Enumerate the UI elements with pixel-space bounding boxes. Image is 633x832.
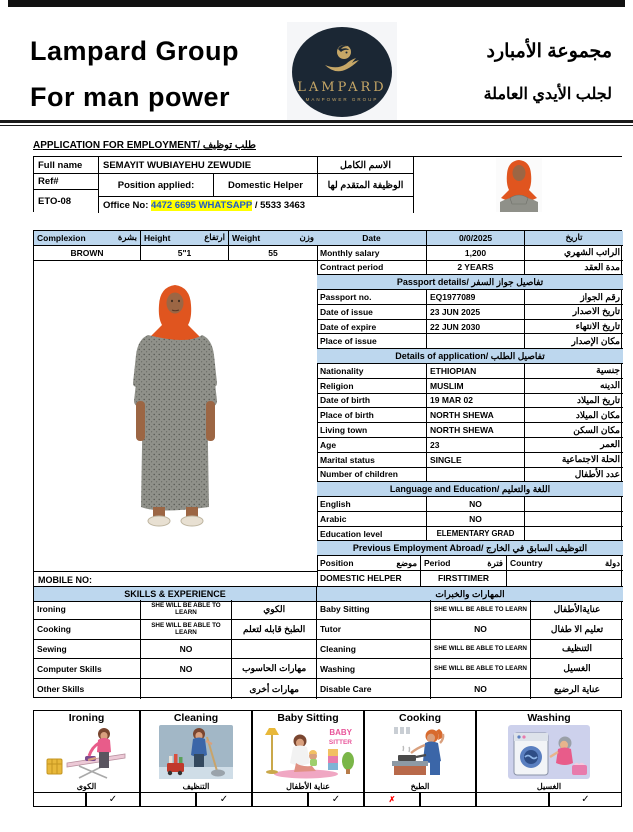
contract-period-row: Contract period 2 YEARS مدة العقد	[317, 261, 623, 276]
tutor-skill-row: Tutor NO تعليم الا طفال	[317, 620, 623, 640]
ironing-skill-row: Ironing SHE WILL BE ABLE TO LEARN الكوي	[34, 600, 316, 620]
number-of-children-row: Number of children عدد الأطفال	[317, 468, 623, 483]
skills-header-arabic: المهارات والخبرات	[317, 587, 623, 601]
applicant-info-table	[33, 156, 622, 212]
svg-text:BABY: BABY	[329, 728, 352, 737]
position-applied-value: Domestic Helper	[214, 174, 318, 197]
cooking-card: Cooking الطبخ	[364, 710, 476, 793]
skills-left-table	[34, 600, 317, 699]
sewing-skill-row: Sewing NO	[34, 640, 316, 660]
english-row: English NO	[317, 497, 623, 512]
brand-title-arabic-line2: لجلب الأيدي العاملة	[483, 86, 612, 103]
date-header-row	[317, 231, 623, 246]
cooking-check-right-cell	[420, 793, 476, 807]
logo-hand-face-icon	[321, 43, 363, 79]
marital-status-row: Marital status SINGLE الحلة الاجتماعية	[317, 453, 623, 468]
complexion-header: Complexion بشرة	[34, 231, 141, 245]
washing-check-cell	[549, 793, 622, 807]
age-row: Age 23 العمر	[317, 438, 623, 453]
ironing-check-cell	[86, 793, 140, 807]
cv-details-table	[33, 230, 622, 698]
ref-label: Ref#	[34, 174, 99, 190]
date-of-expire-row: Date of expire 22 JUN 2030 تاريخ الانتهاء	[317, 320, 623, 335]
living-town-row: Living town NORTH SHEWA مكان السكن	[317, 423, 623, 438]
section-title: APPLICATION FOR EMPLOYMENT/ طلب توظيف	[33, 140, 256, 151]
full-name-label-arabic: الاسم الكامل	[318, 157, 414, 174]
date-label-arabic: تاريخ	[525, 231, 623, 245]
brand-title-arabic-line1: مجموعة الأمبارد	[486, 41, 612, 62]
baby-sitting-skill-row: Baby Sitting SHE WILL BE ABLE TO LEARN عنايةالأطفال	[317, 600, 623, 620]
religion-row: Religion MUSLIM الدينه	[317, 379, 623, 394]
weight-value: 55	[268, 247, 278, 258]
physical-values-row	[34, 246, 317, 261]
office-whatsapp-number: 4472 6695 WHATSAPP	[151, 199, 253, 211]
full-body-photo-cell	[34, 261, 317, 573]
check-icon: ✓	[108, 794, 118, 805]
employment-country-value	[507, 571, 623, 586]
check-icon: ✓	[581, 794, 590, 805]
monthly-salary-row: Monthly salary 1,200 الراتب الشهري	[317, 246, 623, 261]
mobile-number-row	[34, 572, 317, 587]
other-skills-row: Other Skills مهارات أخرى	[34, 679, 316, 699]
check-icon: ✓	[331, 794, 341, 805]
cleaning-card: Cleaning التنظيف	[140, 710, 252, 793]
brand-title-line1: Lampard Group	[30, 36, 240, 66]
cleaning-illustration-icon	[159, 724, 233, 780]
country-column-header: Country دولة	[510, 557, 620, 569]
cleaning-skill-row: Cleaning SHE WILL BE ABLE TO LEARN التنظيف	[317, 640, 623, 660]
skills-right-table	[317, 600, 623, 699]
washing-skill-row: Washing SHE WILL BE ABLE TO LEARN الغسيل	[317, 659, 623, 679]
language-education-section-header: Language and Education/ اللغة والتعليم	[317, 482, 623, 497]
cooking-skill-row: Cooking SHE WILL BE ABLE TO LEARN الطبخ قابله لتعلم	[34, 620, 316, 640]
place-of-issue-row: Place of issue مكان الإصدار	[317, 334, 623, 349]
top-black-bar	[8, 0, 625, 7]
position-label-arabic: الوظيفة المتقدم لها	[318, 174, 414, 197]
disable-care-skill-row: Disable Care NO عناية الرضيع	[317, 679, 623, 699]
logo-subtitle: MANPOWER GROUP	[305, 96, 379, 102]
check-icon: ✓	[219, 794, 229, 805]
height-value: 5"1	[141, 246, 229, 260]
applicant-photo-box	[414, 157, 623, 213]
washing-check-left-cell	[476, 793, 549, 807]
passport-details-section-header: Passport details/ تفاصيل جواز السفر	[317, 275, 623, 290]
office-number-prefix: Office No:	[103, 199, 149, 211]
employment-values-row	[317, 571, 623, 586]
baby-sitting-check-left-cell	[252, 793, 308, 807]
date-value: 0/0/2025	[427, 231, 525, 245]
skills-header-english: SKILLS & EXPERIENCE	[34, 587, 317, 601]
logo-wordmark: LAMPARD	[297, 79, 387, 95]
mobile-number-label: MOBILE NO:	[38, 574, 92, 585]
ironing-illustration-icon	[41, 724, 133, 780]
complexion-value: BROWN	[34, 246, 141, 260]
employment-position-value: DOMESTIC HELPER	[317, 571, 421, 586]
skills-illustration-cards	[33, 710, 622, 807]
ironing-check-left-cell	[33, 793, 86, 807]
previous-employment-section-header: Previous Employment Abroad/ التوظيف السابق في الخارج	[317, 541, 623, 556]
education-level-row: Education level ELEMENTARY GRAD	[317, 527, 623, 542]
skills-table	[34, 600, 623, 699]
place-of-birth-row: Place of birth NORTH SHEWA مكان الميلاد	[317, 408, 623, 423]
date-label: Date	[317, 231, 427, 245]
washing-card: Washing الغسيل	[476, 710, 622, 793]
ironing-card: Ironing الكوى	[33, 710, 140, 793]
arabic-row: Arabic NO	[317, 512, 623, 527]
baby-sitting-illustration-icon	[260, 724, 356, 780]
employment-period-value: FIRSTTIMER	[421, 571, 507, 586]
passport-no-row: Passport no. EQ1977089 رقم الجواز	[317, 290, 623, 305]
baby-sitting-card: Baby Sitting BABY SITTER عناية الأطفال	[252, 710, 364, 793]
cleaning-check-left-cell	[140, 793, 196, 807]
full-name-label: Full name	[34, 157, 99, 174]
cross-icon: ✗	[388, 795, 396, 804]
nationality-row: Nationality ETHIOPIAN جنسية	[317, 364, 623, 379]
weight-header: Weight وزن	[229, 231, 317, 245]
brand-title-line2: For man power	[30, 82, 231, 112]
computer-skills-row: Computer Skills NO مهارات الحاسوب	[34, 659, 316, 679]
date-of-birth-row: Date of birth 19 MAR 02 تاريخ الميلاد	[317, 394, 623, 409]
date-of-issue-row: Date of issue 23 JUN 2025 تاريخ الاصدار	[317, 305, 623, 320]
details-of-application-section-header: Details of application/ تفاصيل الطلب	[317, 349, 623, 364]
position-column-header: Position موضع	[317, 556, 421, 570]
office-number-suffix: / 5533 3463	[254, 199, 306, 211]
right-column	[317, 231, 623, 586]
applicant-full-body-photo	[108, 283, 243, 533]
employment-columns-header-row	[317, 556, 623, 571]
ref-value: ETO-08	[34, 190, 99, 213]
washing-illustration-icon	[508, 724, 590, 780]
physical-header-row	[34, 231, 317, 246]
period-column-header: Period فترة	[421, 556, 507, 570]
cleaning-check-cell	[196, 793, 252, 807]
header-divider	[0, 120, 633, 126]
company-logo	[292, 27, 392, 117]
full-name-value: SEMAYIT WUBIAYEHU ZEWUDIE	[99, 157, 318, 174]
cooking-cross-cell	[364, 793, 420, 807]
left-column	[34, 231, 318, 586]
height-header: Height ارتفاع	[141, 231, 229, 245]
baby-sitting-check-cell	[308, 793, 364, 807]
office-number-row	[99, 197, 414, 213]
position-applied-label: Position applied:	[99, 174, 214, 197]
applicant-portrait-photo	[496, 158, 542, 212]
svg-text:SITTER: SITTER	[328, 739, 352, 746]
cooking-illustration-icon	[380, 724, 460, 780]
